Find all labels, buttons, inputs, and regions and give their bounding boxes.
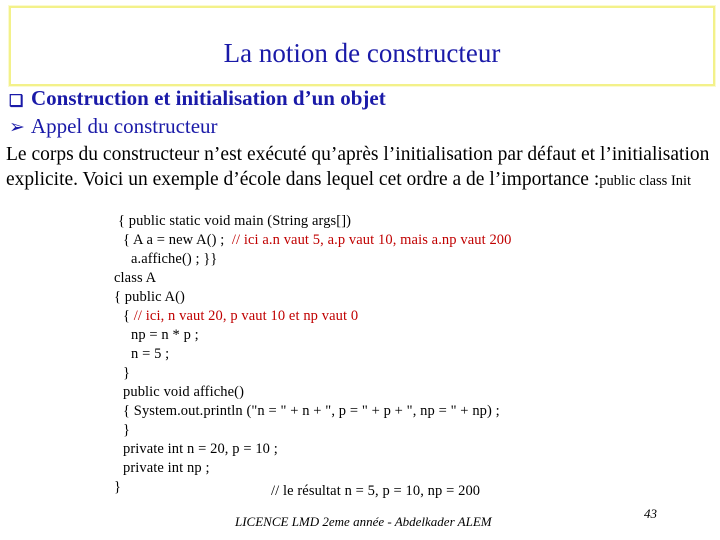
bullet-appel [9, 114, 218, 139]
title-box [9, 6, 715, 86]
code-line [131, 345, 169, 364]
code-text: private int n = 20, p = 10 ; [123, 441, 278, 457]
page-number: 43 [644, 506, 657, 521]
result-comment: // le résultat n = 5, p = 10, np = 200 [271, 483, 481, 499]
code-text: class A [114, 270, 157, 286]
arrow-right-icon: ➢ [9, 117, 25, 138]
bullet-construction-text: Construction et initialisation d’un objet [31, 86, 386, 110]
code-line [118, 212, 351, 231]
paragraph-inline-code: public class Init [599, 173, 692, 189]
code-text: n = 5 ; [131, 346, 170, 362]
code-text: public void affiche() [123, 384, 245, 400]
code-line [123, 231, 512, 250]
code-text: { public static void main (String args[]) [118, 213, 352, 229]
paragraph [6, 142, 711, 194]
code-line [123, 307, 358, 326]
code-line [114, 269, 156, 288]
bullet-construction [9, 86, 386, 111]
code-line [123, 364, 130, 383]
code-text: } [123, 422, 131, 438]
code-line [123, 402, 500, 421]
footer-text: LICENCE LMD 2eme année - Abdelkader ALEM [235, 514, 492, 529]
square-checkbox-icon: ❑ [9, 93, 24, 110]
code-text: { [123, 308, 134, 324]
code-text: { public A() [114, 289, 185, 305]
code-text: a.affiche() ; }} [131, 251, 218, 267]
code-text: { System.out.println ("n = " + n + ", p = " + p + ", np = " + np) ; [123, 403, 500, 419]
code-text: } [114, 479, 122, 495]
code-comment: // ici a.n vaut 5, a.p vaut 10, mais a.np vaut 200 [231, 232, 512, 248]
code-line [123, 459, 210, 478]
code-line [123, 421, 130, 440]
code-line [123, 440, 278, 459]
code-text: private int np ; [123, 460, 210, 476]
slide-title: La notion de constructeur [223, 38, 501, 68]
code-comment: // ici, n vaut 20, p vaut 10 et np vaut 0 [133, 308, 359, 324]
code-text: { A a = new A() ; [123, 232, 232, 248]
bullet-appel-text: Appel du constructeur [30, 114, 218, 138]
code-text: } [123, 365, 131, 381]
code-line [131, 326, 199, 345]
code-line [114, 288, 185, 307]
paragraph-text: Le corps du constructeur n’est exécuté qu’après l’initialisation par défaut et l’initialisation explicite. Voici un exemple d’école dans lequel cet ordre a de l’importance : [6, 144, 710, 190]
code-line [131, 250, 218, 269]
code-line [123, 383, 244, 402]
code-line [114, 478, 121, 497]
code-text: np = n * p ; [131, 327, 199, 343]
